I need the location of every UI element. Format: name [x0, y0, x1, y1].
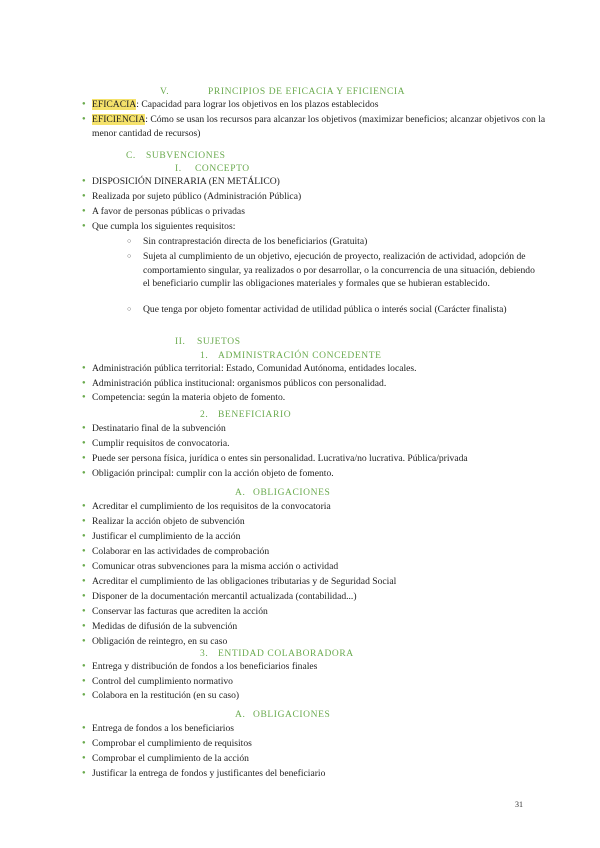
list-item: ● Conservar las facturas que acrediten la acción: [92, 605, 552, 619]
heading-number: A.: [235, 488, 246, 498]
list-item: ● Realizada por sujeto público (Administración Pública): [92, 190, 552, 204]
list-item: ● Colaborar en las actividades de comprobación: [92, 545, 552, 559]
heading-concepto: [175, 164, 250, 174]
list-item: ● Justificar la entrega de fondos y justificantes del beneficiario: [92, 767, 552, 781]
heading-number: V.: [160, 87, 170, 97]
heading-number: C.: [126, 151, 136, 161]
list-item: ● Administración pública territorial: Estado, Comunidad Autónoma, entidades locales.: [92, 362, 552, 376]
heading-title: SUBVENCIONES: [146, 151, 226, 161]
list-item: ● A favor de personas públicas o privadas: [92, 205, 552, 219]
list-item: ● Comunicar otras subvenciones para la misma acción o actividad: [92, 560, 552, 574]
sub-list-item: ○ Sin contraprestación directa de los beneficiarios (Gratuita): [143, 235, 543, 249]
sub-list-item: ○ Sujeta al cumplimiento de un objetivo, ejecución de proyecto, realización de actividad, adopción de comportamiento singular, ya realizados o por desarrollar, o la concurrencia de una situación, debiendo el beneficiario cumplir las obligaciones materiales y formales que se hubieran establecido.: [143, 250, 543, 291]
list-item: ● Realizar la acción objeto de subvención: [92, 515, 552, 529]
heading-obligaciones-entidad: [235, 710, 330, 720]
heading-title: CONCEPTO: [195, 164, 250, 174]
heading-obligaciones-beneficiario: [235, 488, 330, 498]
list-item: ● Administración pública institucional: organismos públicos con personalidad.: [92, 377, 552, 391]
heading-number: 1.: [200, 351, 209, 361]
list-item: ● Disponer de la documentación mercantil actualizada (contabilidad...): [92, 590, 552, 604]
list-item: ● Obligación principal: cumplir con la acción objeto de fomento.: [92, 467, 552, 481]
heading-number: A.: [235, 710, 246, 720]
heading-number: 3.: [200, 649, 209, 659]
heading-title: PRINCIPIOS DE EFICACIA Y EFICIENCIA: [208, 87, 406, 97]
heading-administracion: [200, 351, 382, 361]
list-item: ● Competencia: según la materia objeto de fomento.: [92, 391, 552, 405]
heading-title: SUJETOS: [197, 337, 241, 347]
list-item-eficiencia: ● EFICIENCIA: Cómo se usan los recursos para alcanzar los objetivos (maximizar beneficios; alcanzar objetivos con la menor cantidad de recursos): [92, 113, 552, 140]
heading-title: OBLIGACIONES: [253, 710, 331, 720]
list-item: ● DISPOSICIÓN DINERARIA (EN METÁLICO): [92, 175, 552, 189]
list-item: ● Cumplir requisitos de convocatoria.: [92, 437, 552, 451]
heading-principios: [160, 87, 405, 97]
list-item: ● Control del cumplimiento normativo: [92, 675, 552, 689]
list-item: ● Obligación de reintegro, en su caso: [92, 635, 552, 649]
heading-number: 2.: [200, 410, 209, 420]
list-item: ● Comprobar el cumplimiento de la acción: [92, 752, 552, 766]
heading-subvenciones: [126, 151, 226, 161]
list-item: ● Comprobar el cumplimiento de requisitos: [92, 737, 552, 751]
list-item: ● Entrega de fondos a los beneficiarios: [92, 722, 552, 736]
heading-number: II.: [175, 337, 186, 347]
heading-sujetos: [175, 337, 241, 347]
list-item: ● Destinatario final de la subvención: [92, 422, 552, 436]
highlighted-term: EFICIENCIA: [92, 114, 146, 125]
list-item-eficacia: ● EFICACIA: Capacidad para lograr los objetivos en los plazos establecidos: [92, 98, 552, 112]
heading-title: ENTIDAD COLABORADORA: [218, 649, 354, 659]
list-item: ● Medidas de difusión de la subvención: [92, 620, 552, 634]
heading-title: ADMINISTRACIÓN CONCEDENTE: [218, 351, 382, 361]
list-item: ● Que cumpla los siguientes requisitos:: [92, 220, 552, 234]
list-item: ● Colabora en la restitución (en su caso): [92, 689, 552, 703]
heading-title: OBLIGACIONES: [253, 488, 331, 498]
list-item: ● Puede ser persona física, jurídica o entes sin personalidad. Lucrativa/no lucrativa. Pública/privada: [92, 452, 552, 466]
sub-list-item: ○ Que tenga por objeto fomentar actividad de utilidad pública o interés social (Carácter finalista): [143, 303, 543, 317]
list-item: ● Acreditar el cumplimiento de las obligaciones tributarias y de Seguridad Social: [92, 575, 552, 589]
list-item: ● Acreditar el cumplimiento de los requisitos de la convocatoria: [92, 500, 552, 514]
page-number: 31: [515, 800, 523, 809]
heading-number: I.: [175, 164, 182, 174]
heading-beneficiario: [200, 410, 291, 420]
heading-entidad: [200, 649, 354, 659]
list-item: ● Justificar el cumplimiento de la acción: [92, 530, 552, 544]
heading-title: BENEFICIARIO: [218, 410, 292, 420]
list-item: ● Entrega y distribución de fondos a los beneficiarios finales: [92, 660, 552, 674]
highlighted-term: EFICACIA: [92, 99, 137, 110]
